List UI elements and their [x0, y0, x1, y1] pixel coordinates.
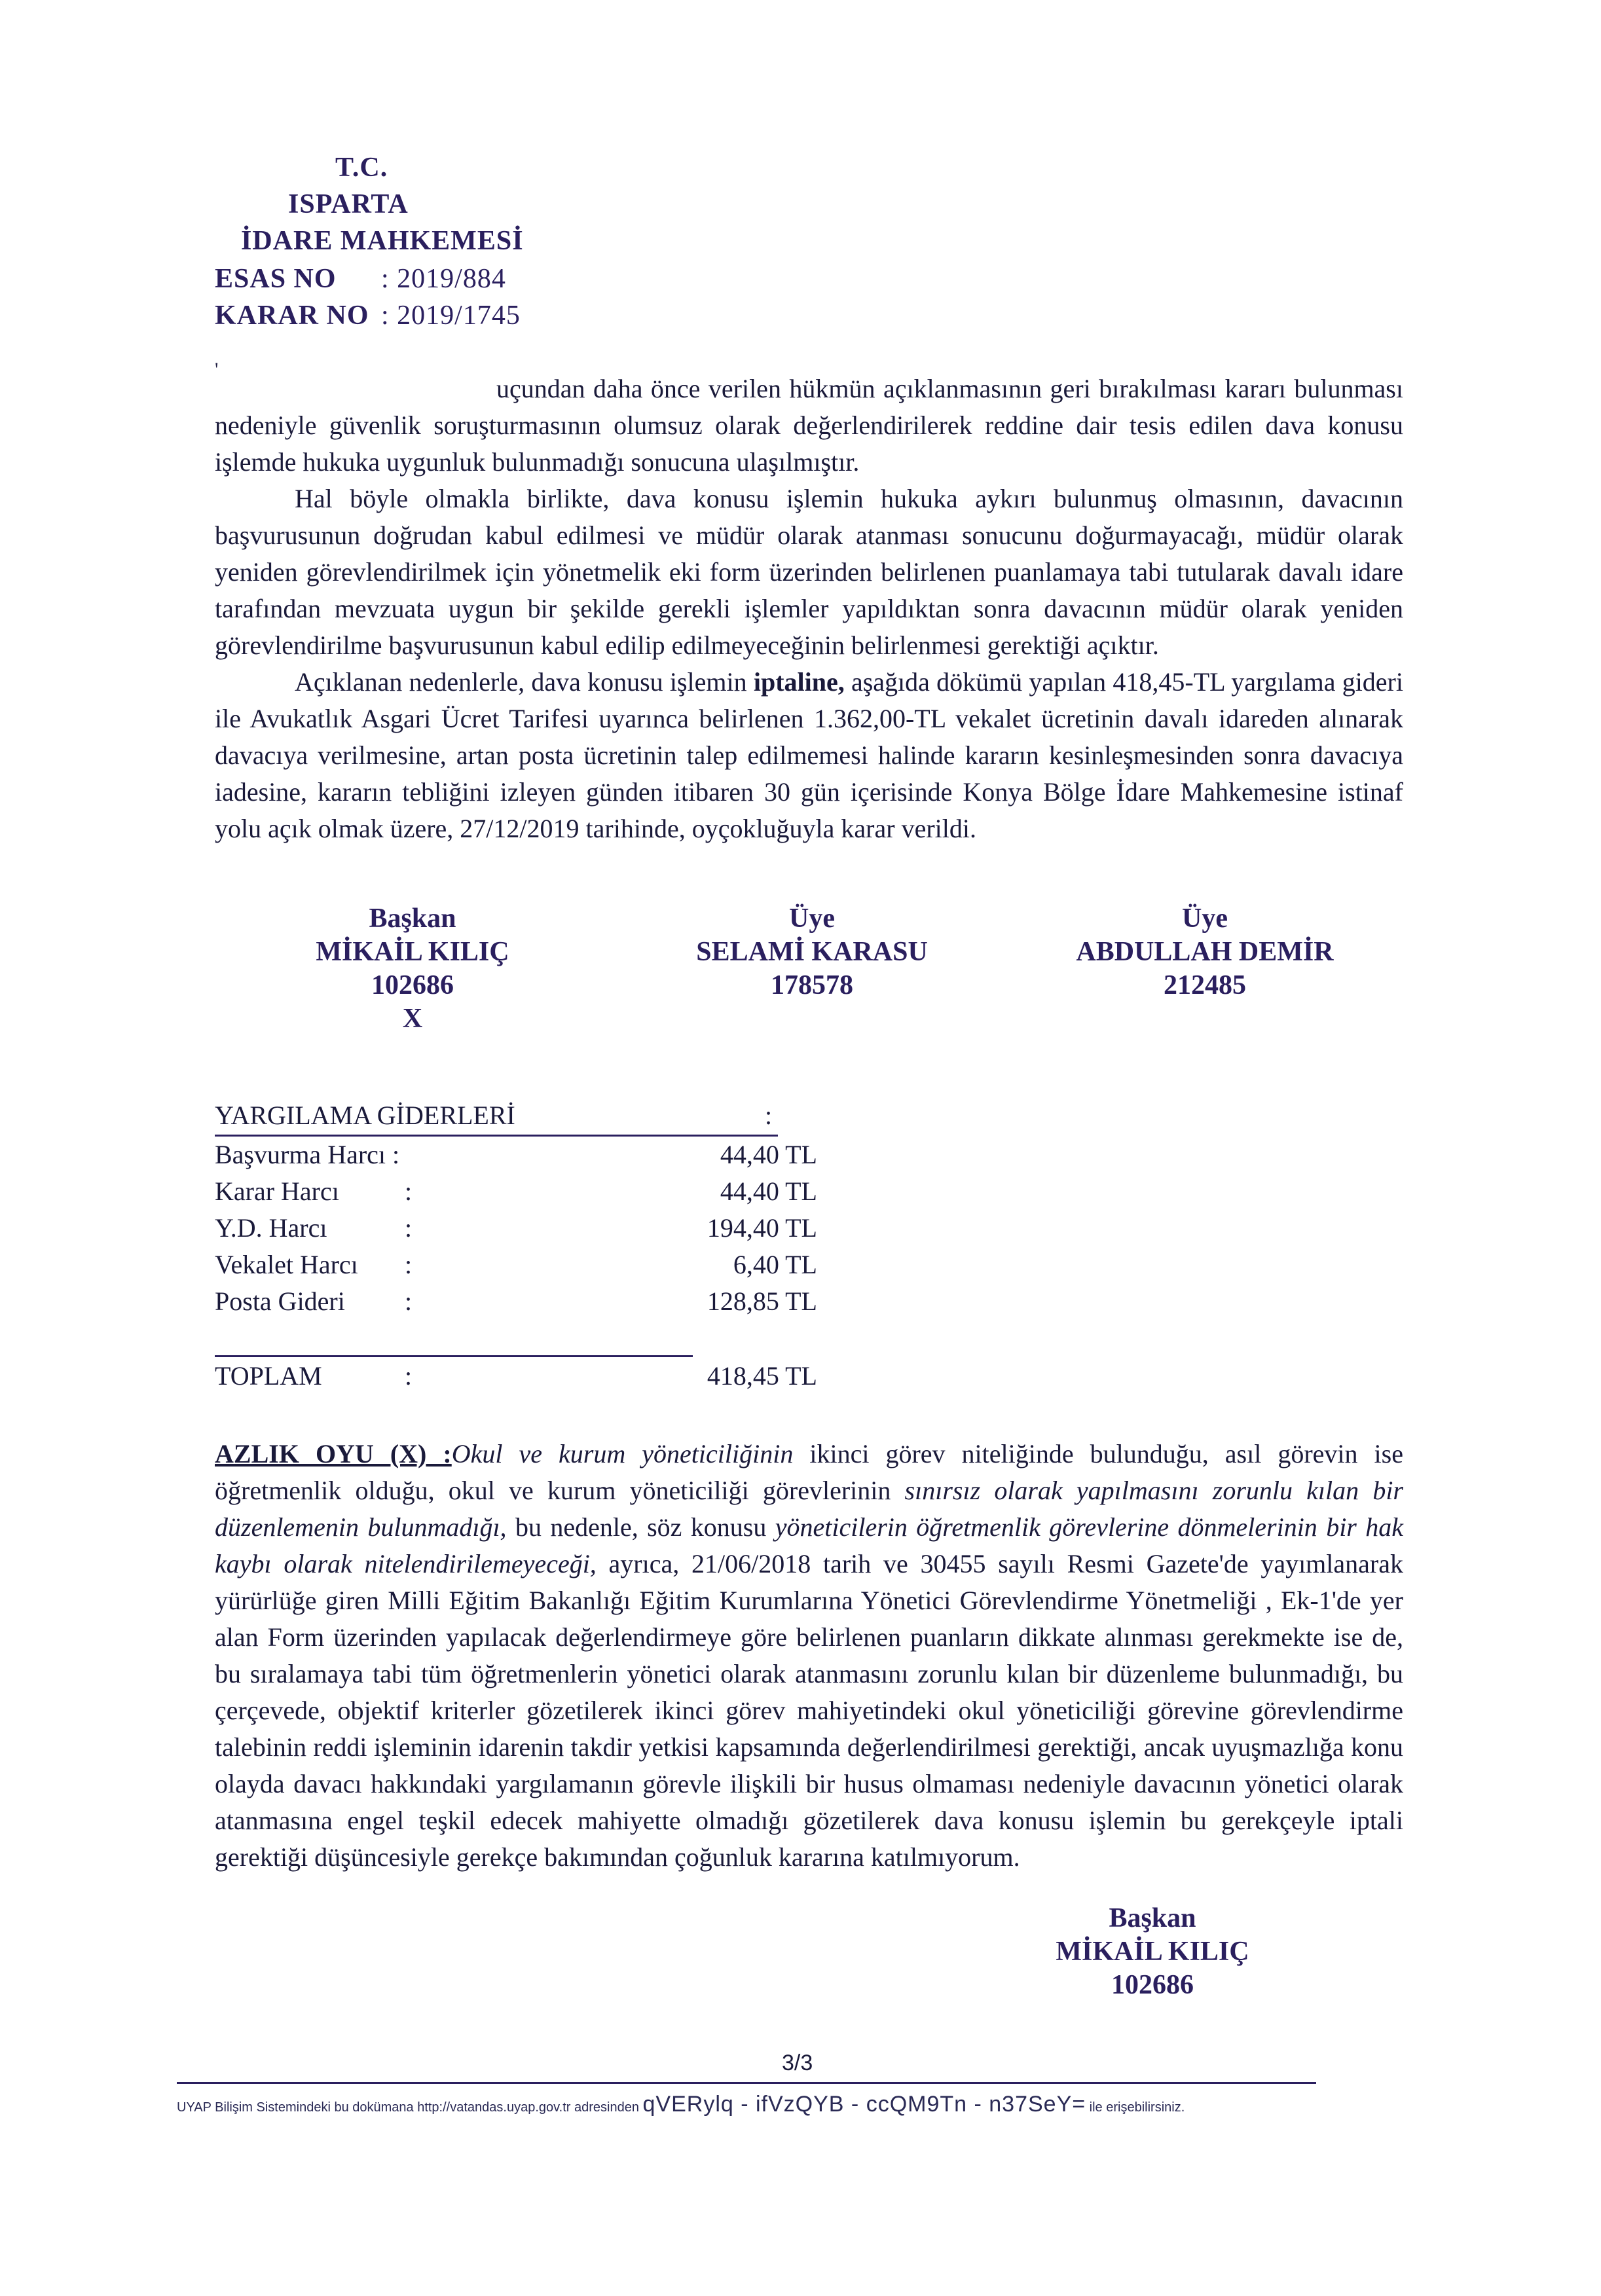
dissent-text-1: ikinci görev niteliğinde bulunduğu, asıl görevin ise öğretmenlik olduğu, okul ve kurum yöneticiliği görevlerinin — [215, 1439, 1403, 1505]
expense-label: Karar Harcı — [215, 1176, 339, 1206]
dissent-opinion — [215, 1436, 1403, 1876]
signature-baskan — [288, 902, 537, 1036]
expense-amount: 44,40 TL — [720, 1176, 817, 1206]
signature-name: ABDULLAH DEMİR — [1076, 937, 1334, 967]
dissent-italic-3: yöneticilerin öğretmenlik görevlerine dönmelerinin bir hak kaybı olarak nitelendirilemeyeceği, — [215, 1512, 1404, 1578]
total-rule — [215, 1355, 693, 1357]
expense-row — [215, 1212, 817, 1249]
expense-colon: : — [405, 1250, 413, 1279]
total-colon: : — [405, 1361, 413, 1391]
court-heading: İDARE MAHKEMESİ — [241, 226, 524, 256]
esas-no-value: : 2019/884 — [381, 264, 506, 294]
decision-body — [215, 371, 1403, 847]
paragraph-2: Hal böyle olmakla birlikte, dava konusu işlemin hukuka aykırı bulunmuş olmasının, davacının başvurusunun doğrudan kabul edilmesi ve müdür olarak atanması sonucunu doğurmayacağı, müdür olarak yeniden görevlendirilmek için yönetmelik eki form üzerinden belirlenen puanlamaya tabi tutularak davalı idare tarafından mevzuata uygun bir şekilde gerekli işlemler yapıldıktan sonra davacının müdür olarak yeniden görevlendirilme başvurusunun kabul edilip edilmeyeceğinin belirlenmesi gerektiği açıktır. — [215, 484, 1403, 660]
signature-name: MİKAİL KILIÇ — [316, 937, 509, 967]
signature-number: 212485 — [1164, 970, 1246, 1000]
expense-label: Y.D. Harcı — [215, 1213, 327, 1243]
footer-suffix: ile erişebilirsiniz. — [1089, 2100, 1185, 2115]
dissent-italic-2: sınırsız olarak yapılmasını zorunlu kılan bir düzenlemenin bulunmadığı, — [215, 1476, 1403, 1542]
expenses-title-colon: : — [765, 1101, 773, 1130]
expense-colon: : — [405, 1286, 413, 1316]
expense-amount: 194,40 TL — [707, 1213, 817, 1243]
paragraph-3-b: aşağıda dökümü yapılan 418,45-TL yargılama gideri ile Avukatlık Asgari Ücret Tarifesi uyarınca belirlenen 1.362,00-TL vekalet ücretinin davalı idareden alınarak davacıya verilmesine, artan posta ücretinin talep edilmemesi halinde kararın kesinleşmesinden sonra davacıya iadesine, kararın tebliğini izleyen günden itibaren 30 gün içerisinde Konya Bölge İdare Mahkemesine istinaf yolu açık olmak üzere, 27/12/2019 tarihinde, oyçokluğuyla karar verildi. — [215, 667, 1403, 843]
expense-amount: 44,40 TL — [720, 1140, 817, 1169]
signature-name: MİKAİL KILIÇ — [1056, 1937, 1249, 1967]
dissent-text-2: bu nedenle, söz konusu — [506, 1512, 775, 1542]
final-signature — [1035, 1902, 1270, 2002]
signature-uye-1 — [668, 902, 956, 1002]
dissent-paragraph — [215, 1436, 1403, 1876]
expense-label: Vekalet Harcı — [215, 1250, 358, 1279]
signature-number: 178578 — [771, 970, 853, 1000]
signature-role: Üye — [789, 903, 835, 934]
iptaline-bold: iptaline, — [753, 667, 845, 697]
expenses-title-rule — [215, 1135, 778, 1137]
expense-amount: 6,40 TL — [733, 1250, 817, 1279]
signature-uye-2 — [1048, 902, 1362, 1002]
total-amount: 418,45 TL — [707, 1361, 817, 1391]
tc-heading: T.C. — [335, 153, 388, 183]
expenses-title: YARGILAMA GİDERLERİ — [215, 1101, 515, 1130]
expense-label: Posta Gideri — [215, 1286, 345, 1316]
signature-role: Üye — [1182, 903, 1228, 934]
expense-label: Başvurma Harcı : — [215, 1140, 400, 1169]
footer-code: qVERylq - ifVzQYB - ccQM9Tn - n37SeY= — [642, 2092, 1086, 2117]
city-heading: ISPARTA — [288, 189, 409, 219]
paragraph-3-a: Açıklanan nedenlerle, dava konusu işlemin — [295, 667, 754, 697]
page-number: 3/3 — [782, 2050, 813, 2075]
stray-mark: ' — [215, 359, 219, 380]
paragraph-1: uçundan daha önce verilen hükmün açıklanmasının geri bırakılması kararı bulunması nedeniyle güvenlik soruşturmasının olumsuz olarak değerlendirilerek reddine dair tesis edilen dava konusu işlemde hukuka uygunluk bulunmadığı sonucuna ulaşılmıştır. — [215, 374, 1403, 477]
total-label: TOPLAM — [215, 1361, 322, 1391]
total-row — [215, 1360, 817, 1397]
expense-colon: : — [405, 1213, 413, 1243]
signature-name: SELAMİ KARASU — [696, 937, 928, 967]
esas-no-label: ESAS NO — [215, 264, 337, 294]
dissent-text-3: ayrıca, 21/06/2018 tarih ve 30455 sayılı Resmi Gazete'de yayımlanarak yürürlüğe giren Milli Eğitim Bakanlığı Eğitim Kurumlarına Yönetici Görevlendirme Yönetmeliği , Ek-1'de yer alan Form üzerinden yapılacak değerlendirmeye göre belirlenen puanların dikkate alınması gerekmekte ise de, bu sıralamaya tabi tüm öğretmenlerin yönetici olarak atanmasını zorunlu kılan bir düzenleme bulunmadığı, bu çerçevede, objektif kriterler gözetilerek ikinci görev mahiyetindeki okul yöneticiliği görevine görevlendirme talebinin reddi işleminin idarenin takdir yetkisi kapsamında değerlendirilmesi gerektiği, ancak uyuşmazlığa konu olayda davacı hakkındaki yargılamanın görevle ilişkili bir husus olmaması nedeniyle davacının yönetici olarak atanmasına engel teşkil edecek mahiyette olmadığı gözetilerek dava konusu işlemin bu gerekçeyle iptali gerektiği düşüncesiyle gerekçe bakımından çoğunluk kararına katılmıyorum. — [215, 1549, 1403, 1872]
paragraph-3 — [215, 664, 1403, 847]
expense-row — [215, 1176, 817, 1212]
footer-prefix: UYAP Bilişim Sistemindeki bu dokümana http://vatandas.uyap.gov.tr adresinden — [177, 2100, 639, 2115]
expense-amount: 128,85 TL — [707, 1286, 817, 1316]
expense-row — [215, 1249, 817, 1286]
expense-row — [215, 1286, 817, 1322]
expense-colon: : — [405, 1176, 413, 1206]
signature-role: Başkan — [369, 903, 456, 934]
footer-verification — [177, 2092, 1316, 2117]
signature-number: 102686 — [1111, 1970, 1194, 2000]
dissent-lead: AZLIK OYU (X) : — [215, 1439, 452, 1468]
dissent-italic-1: Okul ve kurum yöneticiliğinin — [451, 1439, 794, 1468]
expense-row — [215, 1139, 817, 1176]
karar-no-label: KARAR NO — [215, 301, 369, 331]
karar-no-value: : 2019/1745 — [381, 301, 521, 331]
signature-role: Başkan — [1109, 1903, 1196, 1933]
signature-mark: X — [402, 1004, 423, 1034]
signature-number: 102686 — [371, 970, 454, 1000]
footer-rule — [177, 2082, 1316, 2084]
